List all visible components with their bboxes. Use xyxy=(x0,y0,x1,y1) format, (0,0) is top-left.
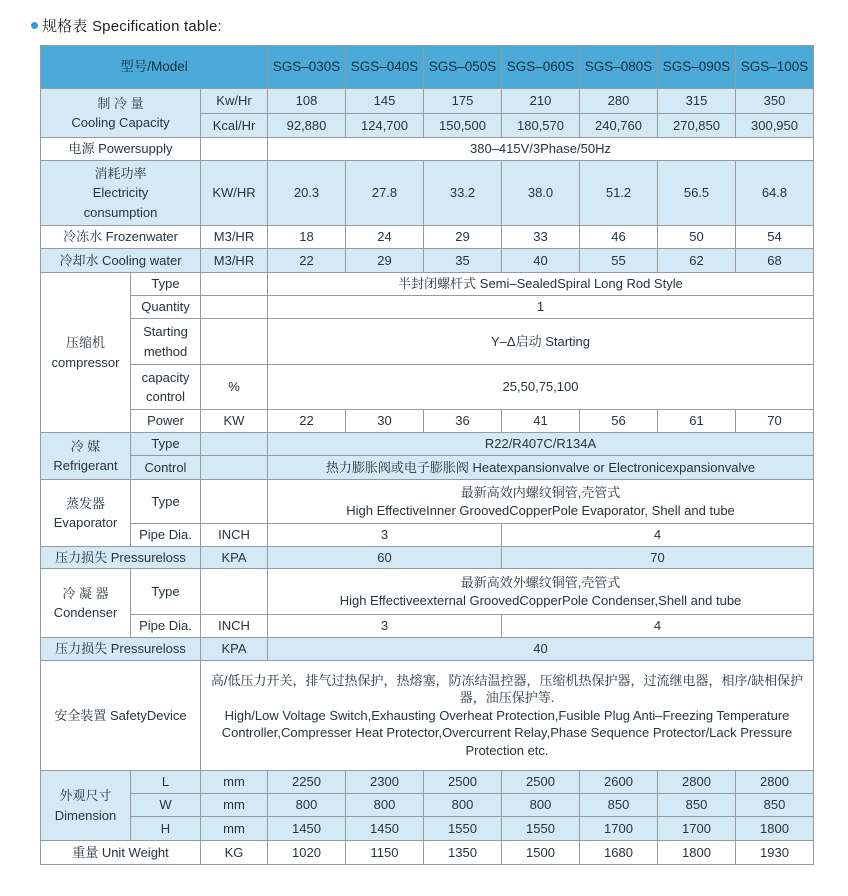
row-pressure-loss-evap xyxy=(41,547,814,569)
sub-label-line: capacity xyxy=(141,369,190,385)
label-en: Refrigerant xyxy=(53,458,118,473)
value-cell: 1450 xyxy=(346,817,424,841)
evaporator-type-value xyxy=(268,480,814,524)
unit-cell: KPA xyxy=(201,638,268,661)
sub-label: Type xyxy=(131,480,201,524)
unit-cell: KG xyxy=(201,841,268,865)
unit-cell: INCH xyxy=(201,524,268,547)
value-cell: 2250 xyxy=(268,771,346,794)
value-cell: 92,880 xyxy=(268,114,346,138)
header-row xyxy=(41,46,814,89)
model-header-label: 型号/Model xyxy=(41,46,268,89)
pressure-loss-label: 压力损失 Pressureloss xyxy=(41,547,201,569)
sub-label: Control xyxy=(131,456,201,480)
compressor-starting-value: Y–Δ启动 Starting xyxy=(268,319,814,365)
value-cell: 30 xyxy=(346,410,424,433)
value-cell: 300,950 xyxy=(736,114,814,138)
value-en: High Effectiveexternal GroovedCopperPole Condenser,Shell and tube xyxy=(339,592,742,608)
unit-cell: KW/HR xyxy=(201,161,268,226)
sub-label: Type xyxy=(131,433,201,456)
unit-cell: mm xyxy=(201,771,268,794)
refrigerant-type-value: R22/R407C/R134A xyxy=(268,433,814,456)
unit-cell: Kw/Hr xyxy=(201,89,268,114)
safety-device-label: 安全装置 SafetyDevice xyxy=(41,661,201,771)
compressor-quantity-value: 1 xyxy=(268,296,814,319)
label-en: Cooling Capacity xyxy=(71,115,170,130)
unit-cell: mm xyxy=(201,817,268,841)
pipe-value-b: 4 xyxy=(502,524,814,547)
value-cell: 1450 xyxy=(268,817,346,841)
model-header-cell: SGS–030S xyxy=(268,46,346,89)
value-cell: 36 xyxy=(424,410,502,433)
sub-label: Pipe Dia. xyxy=(131,615,201,638)
empty-cell xyxy=(201,433,268,456)
pressure-value-a: 60 xyxy=(268,547,502,569)
sub-label-line: Starting xyxy=(143,324,188,339)
value-cell: 2600 xyxy=(580,771,658,794)
row-evaporator-type xyxy=(41,480,814,524)
sub-label: Type xyxy=(131,273,201,296)
row-pressure-loss-cond xyxy=(41,638,814,661)
label-en: Condenser xyxy=(53,605,118,620)
label-zh: 蒸发器 xyxy=(65,495,105,511)
unit-weight-label: 重量 Unit Weight xyxy=(41,841,201,865)
label-zh: 冷 媒 xyxy=(70,438,101,454)
value-cell: 46 xyxy=(580,226,658,249)
value-cell: 29 xyxy=(346,249,424,273)
row-compressor-quantity xyxy=(41,296,814,319)
page-title xyxy=(31,15,222,36)
value-cell: 41 xyxy=(502,410,580,433)
label-zh: 冷 凝 器 xyxy=(62,585,109,601)
value-cell: 1350 xyxy=(424,841,502,865)
row-dimension-h xyxy=(41,817,814,841)
model-header-cell: SGS–100S xyxy=(736,46,814,89)
value-zh: 最新高效外螺纹铜管,壳管式 xyxy=(460,574,621,590)
label-en: consumption xyxy=(83,204,158,220)
empty-cell xyxy=(201,456,268,480)
pipe-value-b: 4 xyxy=(502,615,814,638)
value-cell: 20.3 xyxy=(268,161,346,226)
row-refrigerant-control xyxy=(41,456,814,480)
value-cell: 2800 xyxy=(736,771,814,794)
pressure-value: 40 xyxy=(268,638,814,661)
value-cell: 800 xyxy=(502,794,580,817)
label-zh: 消耗功率 xyxy=(94,165,147,181)
sub-label xyxy=(131,319,201,365)
label-en: Electricity xyxy=(92,185,149,201)
value-cell: 1800 xyxy=(658,841,736,865)
evaporator-label xyxy=(41,480,131,547)
value-cell: 1700 xyxy=(658,817,736,841)
value-cell: 61 xyxy=(658,410,736,433)
value-cell: 108 xyxy=(268,89,346,114)
value-cell: 850 xyxy=(580,794,658,817)
value-cell: 27.8 xyxy=(346,161,424,226)
empty-cell xyxy=(201,273,268,296)
value-cell: 1020 xyxy=(268,841,346,865)
condenser-type-value xyxy=(268,569,814,615)
sub-label: Type xyxy=(131,569,201,615)
condenser-label xyxy=(41,569,131,638)
sub-label: H xyxy=(131,817,201,841)
sub-label: W xyxy=(131,794,201,817)
value-cell: 22 xyxy=(268,410,346,433)
value-cell: 56.5 xyxy=(658,161,736,226)
pressure-loss-label: 压力损失 Pressureloss xyxy=(41,638,201,661)
label-en: compressor xyxy=(51,354,120,370)
value-cell: 315 xyxy=(658,89,736,114)
value-cell: 1550 xyxy=(424,817,502,841)
value-cell: 35 xyxy=(424,249,502,273)
value-cell: 240,760 xyxy=(580,114,658,138)
row-condenser-pipe xyxy=(41,615,814,638)
compressor-label xyxy=(41,273,131,433)
model-header-cell: SGS–050S xyxy=(424,46,502,89)
value-cell: 62 xyxy=(658,249,736,273)
safety-device-text xyxy=(201,661,814,771)
label-en: Evaporator xyxy=(53,515,118,530)
sub-label: Pipe Dia. xyxy=(131,524,201,547)
row-dimension-l xyxy=(41,771,814,794)
row-compressor-type xyxy=(41,273,814,296)
value-cell: 800 xyxy=(346,794,424,817)
value-cell: 56 xyxy=(580,410,658,433)
row-frozen-water xyxy=(41,226,814,249)
unit-cell: M3/HR xyxy=(201,249,268,273)
value-cell: 1700 xyxy=(580,817,658,841)
unit-cell: KW xyxy=(201,410,268,433)
row-compressor-power xyxy=(41,410,814,433)
unit-cell: INCH xyxy=(201,615,268,638)
empty-cell xyxy=(201,480,268,524)
cooling-water-label: 冷却水 Cooling water xyxy=(41,249,201,273)
row-cooling-water xyxy=(41,249,814,273)
electricity-label xyxy=(41,161,201,226)
empty-cell xyxy=(201,138,268,161)
compressor-type-value: 半封闭螺杆式 Semi–SealedSpiral Long Rod Style xyxy=(268,273,814,296)
value-cell: 70 xyxy=(736,410,814,433)
page-title-text: 规格表 Specification table: xyxy=(42,18,222,35)
row-condenser-type xyxy=(41,569,814,615)
row-cooling-kw xyxy=(41,89,814,114)
value-cell: 18 xyxy=(268,226,346,249)
value-cell: 1930 xyxy=(736,841,814,865)
value-cell: 29 xyxy=(424,226,502,249)
refrigerant-control-value: 热力膨胀阀或电子膨胀阀 Heatexpansionvalve or Electronicexpansionvalve xyxy=(268,456,814,480)
unit-cell: Kcal/Hr xyxy=(201,114,268,138)
sub-label: Quantity xyxy=(131,296,201,319)
sub-label: Power xyxy=(131,410,201,433)
row-evaporator-pipe xyxy=(41,524,814,547)
value-cell: 145 xyxy=(346,89,424,114)
value-cell: 2500 xyxy=(424,771,502,794)
value-cell: 33.2 xyxy=(424,161,502,226)
label-en: Dimension xyxy=(54,807,117,823)
safety-text-zh: 高/低压力开关，排气过热保护，热熔塞，防冻结温控器，压缩机热保护器，过流继电器，相序/缺相保护器，油压保护等. xyxy=(210,672,804,706)
value-zh: 最新高效内螺纹铜管,壳管式 xyxy=(460,484,621,500)
row-compressor-starting xyxy=(41,319,814,365)
value-cell: 40 xyxy=(502,249,580,273)
value-cell: 150,500 xyxy=(424,114,502,138)
model-header-cell: SGS–040S xyxy=(346,46,424,89)
model-header-cell: SGS–060S xyxy=(502,46,580,89)
value-cell: 1680 xyxy=(580,841,658,865)
compressor-capacity-value: 25,50,75,100 xyxy=(268,365,814,410)
value-cell: 210 xyxy=(502,89,580,114)
value-cell: 54 xyxy=(736,226,814,249)
label-zh: 外观尺寸 xyxy=(59,788,112,803)
safety-text-en: High/Low Voltage Switch,Exhausting Overheat Protection,Fusible Plug Anti–Freezing Temperature Controller,Compresser Heat Protector,Overcurrent Relay,Phase Sequence Protector/Lack Pressure Protection etc. xyxy=(221,707,793,758)
model-header-cell: SGS–080S xyxy=(580,46,658,89)
value-cell: 850 xyxy=(658,794,736,817)
value-cell: 1500 xyxy=(502,841,580,865)
dimension-label xyxy=(41,771,131,841)
label-zh: 制 冷 量 xyxy=(97,95,144,111)
value-cell: 33 xyxy=(502,226,580,249)
value-cell: 64.8 xyxy=(736,161,814,226)
row-electricity xyxy=(41,161,814,226)
row-dimension-w xyxy=(41,794,814,817)
power-supply-label: 电源 Powersupply xyxy=(41,138,201,161)
value-cell: 55 xyxy=(580,249,658,273)
value-cell: 38.0 xyxy=(502,161,580,226)
empty-cell xyxy=(201,296,268,319)
value-cell: 50 xyxy=(658,226,736,249)
value-cell: 1800 xyxy=(736,817,814,841)
value-cell: 1550 xyxy=(502,817,580,841)
model-header-cell: SGS–090S xyxy=(658,46,736,89)
row-refrigerant-type xyxy=(41,433,814,456)
value-cell: 1150 xyxy=(346,841,424,865)
value-cell: 175 xyxy=(424,89,502,114)
empty-cell xyxy=(201,569,268,615)
specification-table xyxy=(40,45,814,865)
value-cell: 2800 xyxy=(658,771,736,794)
value-cell: 800 xyxy=(268,794,346,817)
unit-cell: % xyxy=(201,365,268,410)
value-cell: 2300 xyxy=(346,771,424,794)
sub-label xyxy=(131,365,201,410)
frozen-water-label: 冷冻水 Frozenwater xyxy=(41,226,201,249)
pressure-value-b: 70 xyxy=(502,547,814,569)
value-en: High EffectiveInner GroovedCopperPole Evaporator, Shell and tube xyxy=(346,502,735,518)
pipe-value-a: 3 xyxy=(268,615,502,638)
empty-cell xyxy=(201,319,268,365)
sub-label-line: control xyxy=(145,389,186,404)
value-cell: 180,570 xyxy=(502,114,580,138)
bullet-icon xyxy=(31,22,38,29)
pipe-value-a: 3 xyxy=(268,524,502,547)
label-zh: 压缩机 xyxy=(65,335,105,350)
value-cell: 68 xyxy=(736,249,814,273)
row-unit-weight xyxy=(41,841,814,865)
row-safety-device xyxy=(41,661,814,771)
row-power-supply xyxy=(41,138,814,161)
refrigerant-label xyxy=(41,433,131,480)
unit-cell: M3/HR xyxy=(201,226,268,249)
sub-label: L xyxy=(131,771,201,794)
value-cell: 850 xyxy=(736,794,814,817)
value-cell: 22 xyxy=(268,249,346,273)
value-cell: 24 xyxy=(346,226,424,249)
unit-cell: KPA xyxy=(201,547,268,569)
value-cell: 800 xyxy=(424,794,502,817)
power-supply-value: 380–415V/3Phase/50Hz xyxy=(268,138,814,161)
row-compressor-capacity xyxy=(41,365,814,410)
value-cell: 270,850 xyxy=(658,114,736,138)
value-cell: 280 xyxy=(580,89,658,114)
value-cell: 2500 xyxy=(502,771,580,794)
value-cell: 124,700 xyxy=(346,114,424,138)
cooling-capacity-label xyxy=(41,89,201,138)
unit-cell: mm xyxy=(201,794,268,817)
sub-label-line: method xyxy=(143,343,188,359)
value-cell: 51.2 xyxy=(580,161,658,226)
value-cell: 350 xyxy=(736,89,814,114)
